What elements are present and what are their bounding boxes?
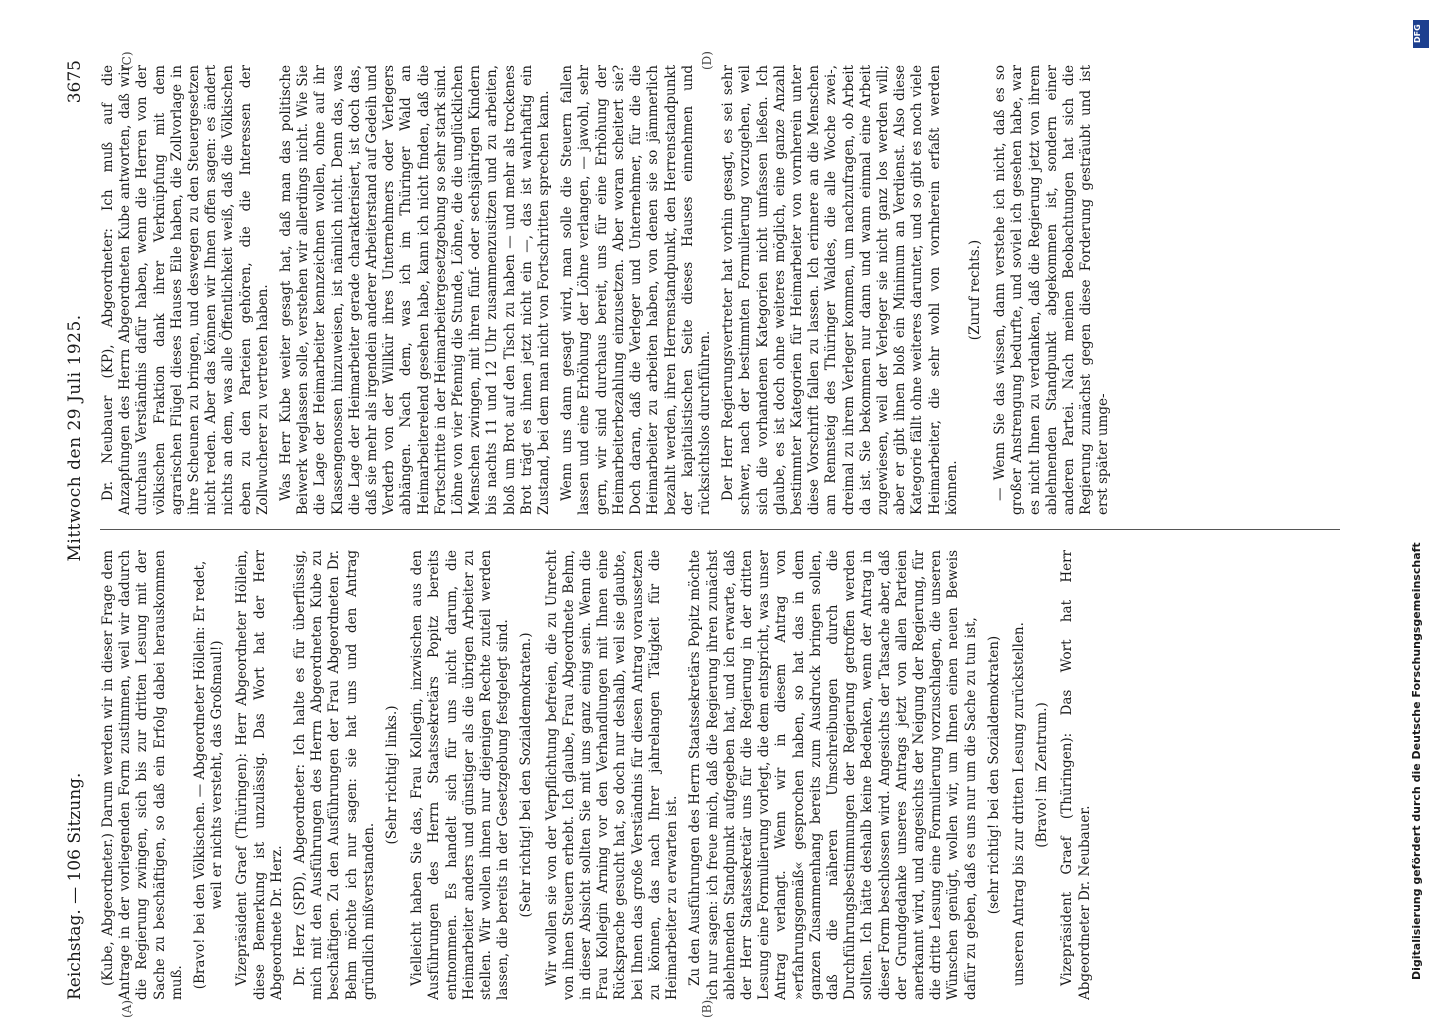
header-right: Mittwoch den 29 Juli 1925. — [65, 314, 85, 562]
interjection: (Bravo! bei den Völkischen. — Abgeordneter Höllein: Er redet, weil er nichts versteht, das Großmaul!) — [192, 560, 226, 990]
paragraph: Zu den Ausführungen des Herrn Staatssekretärs Popitz möchte ich nur sagen: ich freue mich, daß die Regierung ihren zunächst ablehnenden Standpunkt aufgegeben hat, und ich erwarte, daß der Herr Staatssekretär uns für die Regierung in der dritten Lesung eine Formulierung vorlegt, die dem entspricht, was unser Antrag verlangt. Wenn wir in diesem Antrag von »erfahrungsgemäß« gesprochen haben, so hat das in dem ganzen Zusammenhang bereits zum Ausdruck bringen sollen, daß die näheren Umschreibungen durch die Durchführungsbestimmungen der Regierung getroffen werden sollten. Ich hätte deshalb keine Bedenken, wenn der Antrag in dieser Form beschlossen wird. Angesichts der Tatsache aber, daß der Grundgedanke unseres Antrags jetzt von allen Parteien anerkannt wird, und angesichts der Neigung der Regierung, für die dritte Lesung eine Formulierung vorzuschlagen, die unseren Wünschen genügt, wollen wir, um Ihnen einen neuen Beweis dafür zu geben, daß es uns nur um die Sache zu tun ist, — [687, 550, 979, 1000]
margin-letter-a: (A) — [120, 999, 134, 1018]
paragraph: Dr. Herz (SPD), Abgeordneter: Ich halte es für überflüssig, mich mit den Ausführungen des Herrn Abgeordneten Kube zu beschäftigen. Zu den Ausführungen der Frau Abgeordneten Dr. Behm möchte ich nur sagen: sie hat uns und den Antrag gründlich mißverstanden. — [292, 550, 377, 1000]
rotated-transcript — [60, 51, 1360, 1018]
paragraph: Vizepräsident Graef (Thüringen): Herr Abgeordneter Höllein, diese Bemerkung ist unzulässig. Das Wort hat der Herr Abgeordnete Dr. Herz. — [234, 550, 285, 1000]
interjection: (Bravo! im Zentrum.) — [1034, 702, 1051, 848]
interjection: (Zuruf rechts.) — [966, 239, 983, 341]
interjection: (sehr richtig! bei den Sozialdemokraten) — [985, 635, 1002, 915]
paragraph: — Wenn Sie das wissen, dann verstehe ich nicht, daß es so großer Anstrengung bedurfte, und soviel ich gesehen habe, war es nicht Ihnen zu verdanken, daß die Regierung jetzt von ihrem ablehnenden Standpunkt abgekommen ist, sondern einer anderen Partei. Nach meinen Beobachtungen hat sich die Regierung zunächst gegen diese Forderung gesträubt und ist erst später umge- — [992, 65, 1112, 515]
dfg-logo: DFG — [1413, 20, 1429, 48]
dfg-credit-text: Digitalisierung gefördert durch die Deutsche Forschungsgemeinschaft — [1410, 542, 1423, 980]
dfg-sidebar — [1410, 20, 1432, 980]
paragraph: (Kube, Abgeordneter.) Darum werden wir in dieser Frage dem Antrage in der vorliegenden Form zustimmen, weil wir dadurch die Regierung zwingen, sich bis zur dritten Lesung mit der Sache zu beschäftigen, so daß ein Erfolg dabei herauskommen muß. — [100, 550, 185, 1000]
paragraph: Vielleicht haben Sie das, Frau Kollegin, inzwischen aus den Ausführungen des Herrn Staatssekretärs Popitz bereits entnommen. Es handelt sich für uns nicht darum, die Heimarbeiter anders und günstiger als die übrigen Arbeiter zu stellen. Wir wollen ihnen nur diejenigen Rechte zuteil werden lassen, die bereits in der Gesetzgebung festgelegt sind. — [409, 550, 512, 1000]
paragraph: Was Herr Kube weiter gesagt hat, daß man das politische Beiwerk weglassen solle, verstehen wir allerdings nicht. Wie Sie die Lage der Heimarbeiter kennzeichnen wollen, ohne auf ihr Klassengenossen hinzuweisen, ist nämlich nicht. Denn das, was die Lage der Heimarbeiter gerade charakterisiert, ist doch das, daß sie mehr als irgendein anderer Arbeiterstand auf Gedeih und Verderb von der Willkür ihres Unternehmers oder Verlegers abhängen. Nach dem, was ich im Thüringer Wald an Heimarbeiterelend gesehen habe, kann ich nicht finden, daß die Fortschritte in der Heimarbeitergesetzgebung so sehr stark sind. Löhne von vier Pfennig die Stunde, Löhne, die die unglücklichen Menschen zwingen, mit ihren fünf- oder sechsjährigen Kindern bis nachts 11 und 12 Uhr zusammenzusitzen und zu arbeiten, bloß um Brot auf den Tisch zu haben — und mehr als trockenes Brot trägt es ihnen jetzt nicht ein —, das ist wahrhaftig ein Zustand, bei dem man nicht von Fortschritten sprechen kann. — [278, 65, 553, 515]
paragraph: Wenn uns dann gesagt wird, man solle die Steuern fallen lassen und eine Erhöhung der Löhne verlangen, — jawohl, sehr gern, wir sind durchaus bereit, uns für eine Erhöhung der Heimarbeiterbezahlung einzusetzen. Aber woran scheitert sie? Doch daran, daß die Verleger und Unternehmer, für die die Heimarbeiter zu arbeiten haben, von denen sie so jämmerlich bezahlt werden, ihren Herrenstandpunkt, den Herrenstandpunkt der kapitalistischen Seite dieses Hauses einnehmen und rücksichtslos durchführen. — [559, 65, 713, 515]
header-left: Reichstag. — 106 Sitzung. — [65, 772, 85, 1000]
margin-letter-c: (C) — [120, 51, 134, 70]
paragraph: unseren Antrag bis zur dritten Lesung zurückstellen. — [1010, 622, 1027, 986]
left-column — [100, 550, 1340, 1000]
margin-letter-d: (D) — [700, 51, 714, 70]
page-number: 3675 — [65, 60, 85, 104]
page-header — [60, 60, 90, 1000]
right-column — [100, 65, 1340, 515]
paragraph: Dr. Neubauer (KP), Abgeordneter: Ich muß auf die Anzapfungen des Herrn Abgeordneten Kube antworten, daß wir durchaus Verständnis dafür haben, wenn die Herren von der völkischen Fraktion dank ihrer Verknüpfung mit dem agrarischen Flügel dieses Hauses Eile haben, die Zollvorlage in ihre Scheunen zu bringen, und deswegen zu den Steuergesetzen nicht reden. Aber das können wir Ihnen offen sagen: es ändert nichts an dem, was alle Öffentlichkeit weiß, daß die Völkischen eben zu den Parteien gehören, die die Interessen der Zollwucherer zu vertreten haben. — [100, 65, 271, 515]
interjection: (Sehr richtig! links.) — [384, 705, 401, 845]
paragraph: Wir wollen sie von der Verpflichtung befreien, die zu Unrecht von ihnen Steuern erhebt. Ich glaube, Frau Abgeordnete Behm, in dieser Absicht sollten Sie mit uns ganz einig sein. Wenn die Frau Kollegin Arning vor den Verhandlungen mit Ihnen eine Rücksprache gesucht hat, so doch nur deshalb, weil sie glaubte, bei Ihnen das große Verständnis für diesen Antrag voraussetzen zu können, das nach Ihrer jahrelangen Tätigkeit für die Heimarbeiter zu erwarten ist. — [543, 550, 681, 1000]
interjection: (Sehr richtig! bei den Sozialdemokraten.) — [518, 632, 535, 918]
column-divider — [100, 529, 1340, 530]
paragraph: Vizepräsident Graef (Thüringen): Das Wort hat Herr Abgeordneter Dr. Neubauer. — [1059, 550, 1093, 1000]
paragraph: Der Herr Regierungsvertreter hat vorhin gesagt, es sei sehr schwer, nach der bestimmten Formulierung vorzugehen, weil sich die vorhandenen Kategorien nicht umfassen ließen. Ich glaube, es ist doch ohne weiteres möglich, eine ganze Anzahl bestimmter Kategorien für Heimarbeiter von vornherein unter diese Vorschrift fallen zu lassen. Ich erinnere an die Menschen am Rennsteig des Thüringer Waldes, die alle Woche zwei-, dreimal zu ihrem Verleger kommen, um nachzufragen, ob Arbeit da ist. Sie bekommen nur dann und wann einmal eine Arbeit zugewiesen, weil der Verleger sie nicht ganz los werden will; aber er gibt ihnen bloß ein Minimum an Verdienst. Also diese Kategorie fällt ohne weiteres darunter, und so gibt es noch viele Heimarbeiter, die sehr wohl von vornherein erfaßt werden können. — [720, 65, 960, 515]
margin-letter-b: (B) — [700, 999, 714, 1018]
